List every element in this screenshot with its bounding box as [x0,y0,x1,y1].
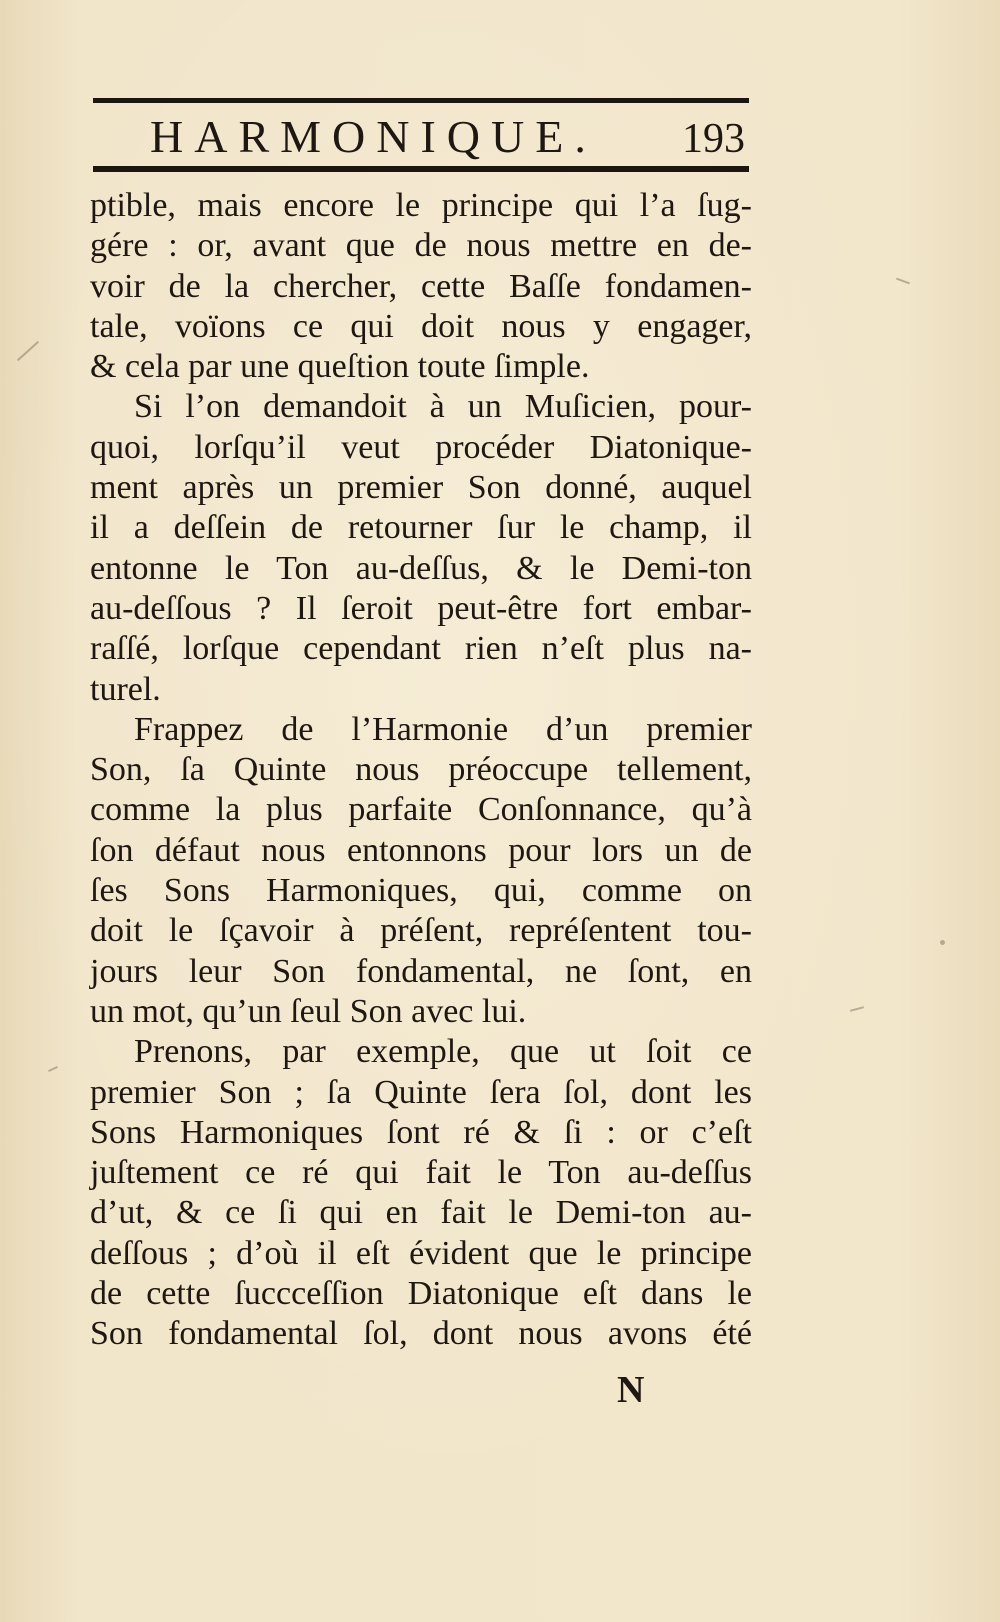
text-line: doit le ſçavoir à préſent, repréſentent tou- [90,912,752,950]
text-line: jours leur Son fondamental, ne ſont, en [90,952,752,990]
text-line: comme la plus parfaite Conſonnance, qu’à [90,791,752,829]
text-line: Sons Harmoniques ſont ré & ſi : or c’eſt [90,1113,752,1151]
text-line: ment après un premier Son donné, auquel [90,469,752,507]
text-line: Frappez de l’Harmonie d’un premier [134,710,752,748]
text-line: turel. [90,670,161,708]
text-line: ſes Sons Harmoniques, qui, comme on [90,872,752,910]
text-line: ſon défaut nous entonnons pour lors un de [90,831,752,869]
text-line: Si l’on demandoit à un Muſicien, pour- [134,388,752,426]
text-line: raſſé, lorſque cependant rien n’eſt plus na- [90,630,752,668]
text-line: d’ut, & ce ſi qui en fait le Demi-ton au- [90,1194,752,1232]
text-line: Son fondamental ſol, dont nous avons été [90,1315,752,1353]
text-line: Son, ſa Quinte nous préoccupe tellement, [90,751,752,789]
text-line: ptible, mais encore le principe qui l’a ſug- [90,187,752,224]
text-line: juſtement ce ré qui fait le Ton au-deſſus [90,1154,752,1192]
text-line: & cela par une queſtion toute ſimple. [90,348,590,386]
text-line: premier Son ; ſa Quinte ſera ſol, dont les [90,1073,752,1111]
body-text [90,186,752,1355]
page-number: 193 [682,116,745,162]
paper-blemish [850,1006,864,1012]
text-line: deſſous ; d’où il eſt évident que le principe [90,1234,752,1272]
text-line: voir de la chercher, cette Baſſe fondamen- [90,267,752,305]
text-line: Prenons, par exemple, que ut ſoit ce [134,1033,752,1071]
text-line: il a deſſein de retourner ſur le champ, il [90,509,752,547]
text-line: quoi, lorſqu’il veut procéder Diatonique- [90,428,752,466]
running-head: HARMONIQUE. [150,111,597,162]
paper-blemish [896,278,910,285]
header-rule-bottom [93,166,749,172]
text-line: gére : or, avant que de nous mettre en de- [90,227,752,265]
header-rule-top [93,98,749,103]
paper-blemish [48,1066,58,1072]
text-line: entonne le Ton au-deſſus, & le Demi-ton [90,549,752,587]
signature-mark: N [617,1369,645,1411]
text-line: tale, voïons ce qui doit nous y engager, [90,307,752,345]
text-line: un mot, qu’un ſeul Son avec lui. [90,992,527,1030]
paper-blemish [17,341,39,361]
text-line: de cette ſuccceſſion Diatonique eſt dans le [90,1275,752,1313]
paper-blemish [940,940,945,945]
text-line: au-deſſous ? Il ſeroit peut-être fort embar- [90,589,752,627]
